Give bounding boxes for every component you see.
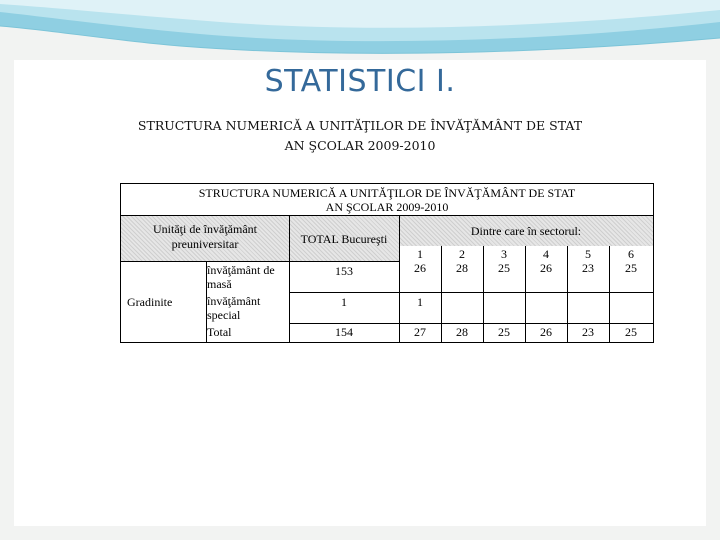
sector-value-cell xyxy=(441,324,483,342)
table-caption-line-1: STRUCTURA NUMERICĂ A UNITĂŢILOR DE ÎNVĂŢĂMÂNT DE STAT xyxy=(198,186,576,200)
sector-value: 28 xyxy=(456,325,468,339)
slide-title: STATISTICI I. xyxy=(264,64,456,99)
header-total-cell xyxy=(289,216,399,262)
category-cell xyxy=(121,262,205,342)
sector-number: 4 xyxy=(543,247,549,261)
sector-value-cell xyxy=(399,293,441,313)
sector-2-cell xyxy=(441,246,483,278)
header-units-label: Unităţi de învăţământ preuniversitar xyxy=(153,222,257,251)
sector-value: 23 xyxy=(582,325,594,339)
table-rule xyxy=(609,246,610,342)
sector-value: 25 xyxy=(625,261,637,275)
sector-value: 26 xyxy=(414,261,426,275)
sector-value: 27 xyxy=(414,325,426,339)
row-label-cell xyxy=(207,262,287,293)
sector-3-cell xyxy=(483,246,525,278)
table-rule xyxy=(289,292,653,293)
sector-value: 28 xyxy=(456,261,468,275)
row-label-cell xyxy=(207,293,287,324)
total-cell xyxy=(289,262,399,282)
sector-number: 5 xyxy=(585,247,591,261)
sector-value: 26 xyxy=(540,261,552,275)
total-cell xyxy=(289,324,399,342)
decorative-wave xyxy=(0,0,720,70)
sector-value: 23 xyxy=(582,261,594,275)
sector-value: 1 xyxy=(417,295,423,309)
table-rule xyxy=(289,323,653,324)
slide-subtitle xyxy=(0,116,720,156)
sector-value-cell xyxy=(525,324,567,342)
sector-value-cell xyxy=(399,324,441,342)
table-rule xyxy=(567,246,568,342)
sector-5-cell xyxy=(567,246,609,278)
header-units-cell xyxy=(121,216,289,262)
statistics-table xyxy=(120,183,654,343)
table-rule xyxy=(206,261,207,342)
sector-number: 1 xyxy=(417,247,423,261)
sector-value-cell xyxy=(483,324,525,342)
row-label: învăţământ special xyxy=(207,294,261,322)
row-label: Total xyxy=(207,325,232,339)
table-rule xyxy=(525,246,526,342)
sector-value: 25 xyxy=(498,325,510,339)
category-label: Gradinite xyxy=(127,295,173,309)
table-rule xyxy=(483,246,484,342)
total-value: 1 xyxy=(341,295,347,309)
row-label: învăţământ de masă xyxy=(207,263,275,291)
table-rule xyxy=(121,261,399,262)
sector-value: 26 xyxy=(540,325,552,339)
sector-number: 3 xyxy=(501,247,507,261)
subtitle-line-1: STRUCTURA NUMERICĂ A UNITĂŢILOR DE ÎNVĂŢĂMÂNT DE STAT xyxy=(137,118,583,133)
sector-4-cell xyxy=(525,246,567,278)
total-value: 153 xyxy=(335,264,353,278)
sector-value-cell xyxy=(609,324,653,342)
table-rule xyxy=(289,215,290,342)
table-rule xyxy=(399,215,400,342)
sector-1-cell xyxy=(399,246,441,278)
total-cell xyxy=(289,293,399,313)
table-caption-line-2: AN ŞCOLAR 2009-2010 xyxy=(325,200,449,214)
row-label-cell xyxy=(207,324,287,342)
sector-number: 2 xyxy=(459,247,465,261)
table-rule xyxy=(121,215,653,216)
sector-6-cell xyxy=(609,246,653,278)
header-sectors-label: Dintre care în sectorul: xyxy=(470,224,582,238)
subtitle-line-2: AN ŞCOLAR 2009-2010 xyxy=(284,138,436,153)
sector-value: 25 xyxy=(625,325,637,339)
sector-number: 6 xyxy=(628,247,634,261)
header-sectors-cell xyxy=(399,216,653,246)
sector-value: 25 xyxy=(498,261,510,275)
total-value: 154 xyxy=(335,325,353,339)
table-rule xyxy=(441,246,442,342)
sector-value-cell xyxy=(567,324,609,342)
header-total-label: TOTAL Bucureşti xyxy=(300,232,388,246)
table-caption xyxy=(121,184,653,216)
